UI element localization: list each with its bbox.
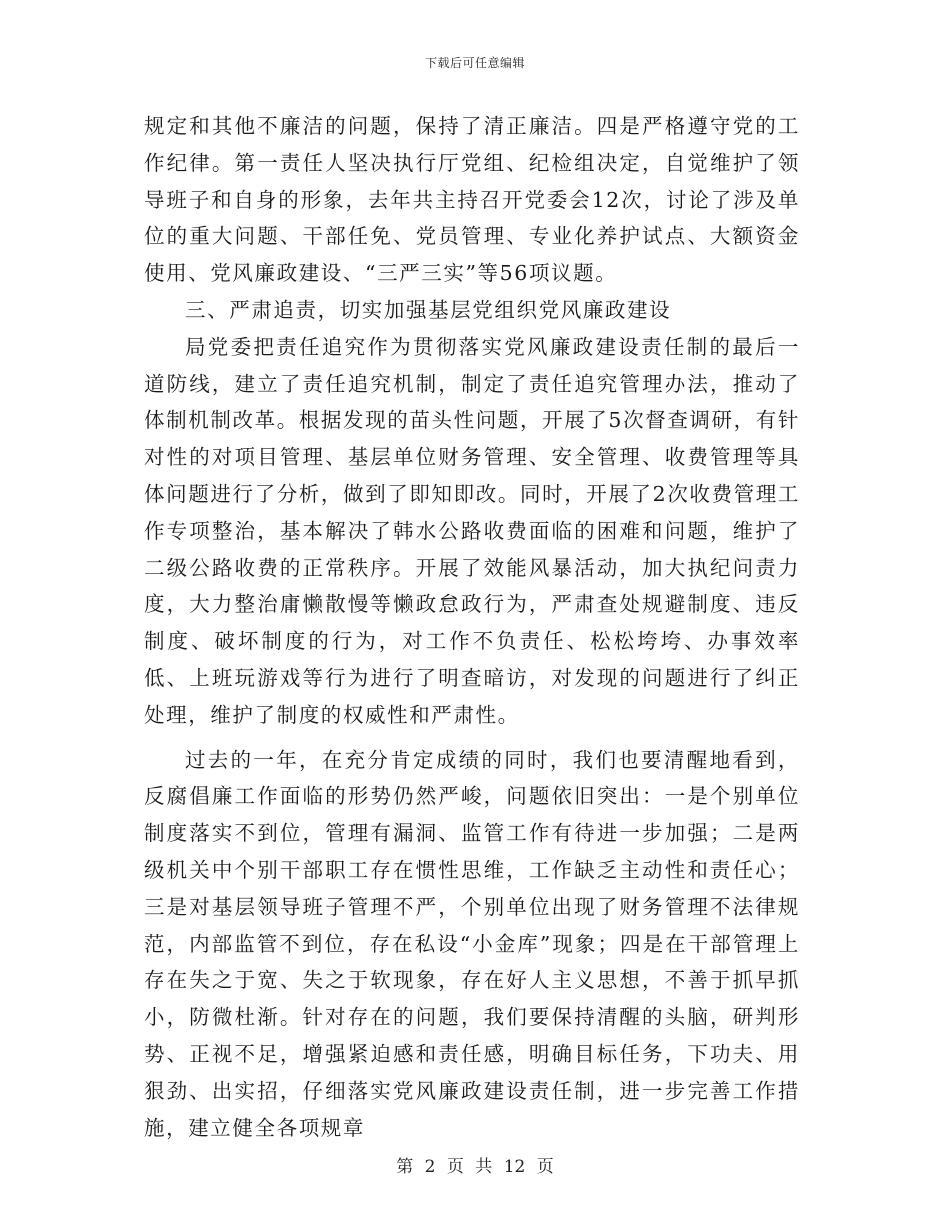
section-heading: 三、严肃追责，切实加强基层党组织党风廉政建设 [185, 297, 672, 322]
paragraph-continuation: 规定和其他不廉洁的问题，保持了清正廉洁。四是严格遵守党的工作纪律。第一责任人坚决执行厅党组、纪检组决定，自觉维护了领导班子和自身的形象，去年共主持召开党委会12次，讨论了涉及单位的重大问题、干部任免、党员管理、专业化养护试点、大额资金使用、党风廉政建设、“三严三实”等56项议题。 [144, 114, 800, 286]
paragraph-accountability: 局党委把责任追究作为贯彻落实党风廉政建设责任制的最后一道防线，建立了责任追究机制，制定了责任追究管理办法，推动了体制机制改革。根据发现的苗头性问题，开展了5次督查调研，有针对性的对项目管理、基层单位财务管理、安全管理、收费管理等具体问题进行了分析，做到了即知即改。同时，开展了2次收费管理工作专项整治，基本解决了韩水公路收费面临的困难和问题，维护了二级公路收费的正常秩序。开展了效能风暴活动，加大执纪问责力度，大力整治庸懒散慢等懒政怠政行为，严肃查处规避制度、违反制度、破坏制度的行为，对工作不负责任、松松垮垮、办事效率低、上班玩游戏等行为进行了明查暗访，对发现的问题进行了纠正处理，维护了制度的权威性和严肃性。 [144, 334, 800, 727]
page-header-note: 下载后可任意编辑 [424, 56, 525, 70]
document-body [144, 108, 800, 1146]
page-number: 第 2 页 共 12 页 [396, 1157, 554, 1177]
paragraph-review: 过去的一年，在充分肯定成绩的同时，我们也要清醒地看到，反腐倡廉工作面临的形势仍然严峻，问题依旧突出：一是个别单位制度落实不到位，管理有漏洞、监管工作有待进一步加强；二是两级机关中个别干部职工存在惯性思维，工作缺乏主动性和责任心；三是对基层领导班子管理不严，个别单位出现了财务管理不法律规范，内部监管不到位，存在私设“小金库”现象；四是在干部管理上存在失之于宽、失之于软现象，存在好人主义思想，不善于抓早抓小，防微杜渐。针对存在的问题，我们要保持清醒的头脑，研判形势、正视不足，增强紧迫感和责任感，明确目标任务，下功夫、用狠劲、出实招，仔细落实党风廉政建设责任制，进一步完善工作措施，建立健全各项规章 [144, 747, 800, 1140]
